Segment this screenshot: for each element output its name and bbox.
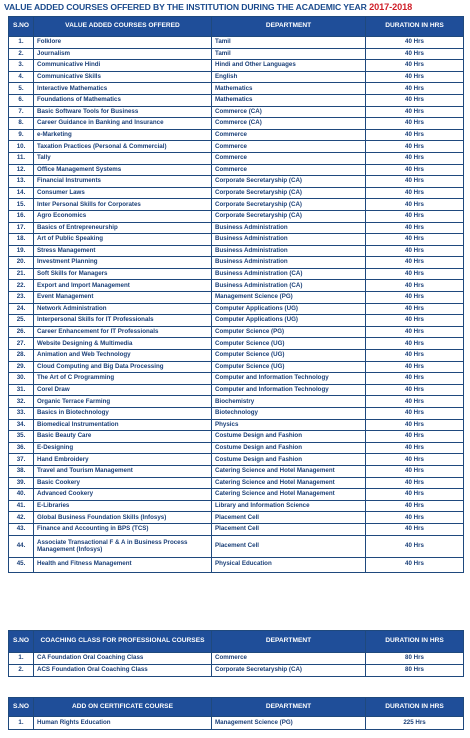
cell-course: Financial Instruments <box>34 176 212 188</box>
cell-sno: 26. <box>9 326 34 338</box>
cell-course: e-Marketing <box>34 129 212 141</box>
cell-department: Library and Information Science <box>212 500 366 512</box>
cell-department: Corporate Secretaryship (CA) <box>212 187 366 199</box>
cell-course: Career Guidance in Banking and Insurance <box>34 118 212 130</box>
cell-department: Placement Cell <box>212 523 366 535</box>
cell-department: Corporate Secretaryship (CA) <box>212 210 366 222</box>
cell-course: Basic Software Tools for Business <box>34 106 212 118</box>
cell-duration: 40 Hrs <box>366 152 464 164</box>
cell-sno: 24. <box>9 303 34 315</box>
cell-course: The Art of C Programming <box>34 373 212 385</box>
table-row <box>9 280 464 292</box>
cell-duration: 40 Hrs <box>366 338 464 350</box>
cell-department: Tamil <box>212 48 366 60</box>
table-row <box>9 292 464 304</box>
table-row <box>9 512 464 524</box>
table-row <box>9 489 464 501</box>
cell-sno: 29. <box>9 361 34 373</box>
header-department: DEPARTMENT <box>212 17 366 37</box>
cell-sno: 12. <box>9 164 34 176</box>
cell-sno: 43. <box>9 523 34 535</box>
cell-course: Advanced Cookery <box>34 489 212 501</box>
cell-sno: 2. <box>9 665 34 677</box>
cell-department: Hindi and Other Languages <box>212 60 366 72</box>
cell-department: Commerce <box>212 653 366 665</box>
cell-department: Commerce (CA) <box>212 118 366 130</box>
cell-department: Placement Cell <box>212 512 366 524</box>
cell-course: Office Management Systems <box>34 164 212 176</box>
header-course: VALUE ADDED COURSES OFFERED <box>34 17 212 37</box>
cell-duration: 40 Hrs <box>366 83 464 95</box>
cell-department: Commerce <box>212 164 366 176</box>
cell-department: Computer and Information Technology <box>212 384 366 396</box>
cell-course: Corel Draw <box>34 384 212 396</box>
cell-sno: 7. <box>9 106 34 118</box>
cell-sno: 9. <box>9 129 34 141</box>
cell-sno: 4. <box>9 71 34 83</box>
table-row <box>9 454 464 466</box>
cell-department: Business Administration (CA) <box>212 268 366 280</box>
cell-duration: 40 Hrs <box>366 350 464 362</box>
page-title-text: VALUE ADDED COURSES OFFERED BY THE INSTITUTION DURING THE ACADEMIC YEAR <box>4 2 367 12</box>
cell-course: CA Foundation Oral Coaching Class <box>34 653 212 665</box>
cell-department: Mathematics <box>212 83 366 95</box>
cell-sno: 41. <box>9 500 34 512</box>
table-row <box>9 71 464 83</box>
cell-duration: 40 Hrs <box>366 326 464 338</box>
cell-duration: 40 Hrs <box>366 512 464 524</box>
cell-sno: 34. <box>9 419 34 431</box>
certificate-course-table <box>8 697 464 730</box>
cell-duration: 40 Hrs <box>366 60 464 72</box>
cell-department: Commerce <box>212 129 366 141</box>
cell-course: Event Management <box>34 292 212 304</box>
cell-duration: 40 Hrs <box>366 187 464 199</box>
cell-course: Communicative Hindi <box>34 60 212 72</box>
cell-department: Business Administration <box>212 257 366 269</box>
cell-sno: 17. <box>9 222 34 234</box>
cell-sno: 30. <box>9 373 34 385</box>
cell-duration: 40 Hrs <box>366 465 464 477</box>
coaching-class-table <box>8 630 464 677</box>
cell-department: Corporate Secretaryship (CA) <box>212 665 366 677</box>
header-duration: DURATION IN HRS <box>366 698 464 717</box>
cell-course: ACS Foundation Oral Coaching Class <box>34 665 212 677</box>
table-row <box>9 717 464 730</box>
cell-course: Interpersonal Skills for IT Professionals <box>34 315 212 327</box>
cell-duration: 40 Hrs <box>366 48 464 60</box>
cell-duration: 40 Hrs <box>366 384 464 396</box>
cell-department: Computer Applications (UG) <box>212 303 366 315</box>
cell-sno: 20. <box>9 257 34 269</box>
cell-course: Career Enhancement for IT Professionals <box>34 326 212 338</box>
cell-duration: 40 Hrs <box>366 489 464 501</box>
cell-course: Health and Fitness Management <box>34 557 212 572</box>
cell-duration: 80 Hrs <box>366 653 464 665</box>
cell-sno: 6. <box>9 94 34 106</box>
cell-duration: 40 Hrs <box>366 94 464 106</box>
cell-sno: 3. <box>9 60 34 72</box>
table-row <box>9 396 464 408</box>
cell-department: Biotechnology <box>212 408 366 420</box>
cell-duration: 40 Hrs <box>366 234 464 246</box>
cell-duration: 40 Hrs <box>366 442 464 454</box>
table-row <box>9 234 464 246</box>
cell-duration: 40 Hrs <box>366 118 464 130</box>
cell-course: Biomedical Instrumentation <box>34 419 212 431</box>
cell-course: E-Libraries <box>34 500 212 512</box>
cell-course: Export and Import Management <box>34 280 212 292</box>
table-row <box>9 245 464 257</box>
cell-sno: 19. <box>9 245 34 257</box>
table-row <box>9 37 464 49</box>
cell-duration: 40 Hrs <box>366 373 464 385</box>
header-duration: DURATION IN HRS <box>366 631 464 653</box>
table-row <box>9 523 464 535</box>
cell-course: Associate Transactional F & A in Business Process Management (Infosys) <box>34 535 212 557</box>
cell-duration: 40 Hrs <box>366 557 464 572</box>
table-row <box>9 187 464 199</box>
table-row <box>9 477 464 489</box>
cell-duration: 40 Hrs <box>366 315 464 327</box>
cell-course: Basic Beauty Care <box>34 431 212 443</box>
table-row <box>9 315 464 327</box>
table-row <box>9 60 464 72</box>
cell-department: Costume Design and Fashion <box>212 442 366 454</box>
cell-duration: 40 Hrs <box>366 396 464 408</box>
cell-course: Interactive Mathematics <box>34 83 212 95</box>
cell-duration: 40 Hrs <box>366 419 464 431</box>
cell-duration: 40 Hrs <box>366 292 464 304</box>
cell-department: Business Administration <box>212 234 366 246</box>
cell-duration: 40 Hrs <box>366 431 464 443</box>
cell-course: Tally <box>34 152 212 164</box>
cell-sno: 42. <box>9 512 34 524</box>
cell-duration: 40 Hrs <box>366 141 464 153</box>
cell-duration: 40 Hrs <box>366 535 464 557</box>
cell-course: Foundations of Mathematics <box>34 94 212 106</box>
cell-course: Global Business Foundation Skills (Infosys) <box>34 512 212 524</box>
table-row <box>9 419 464 431</box>
cell-course: Basic Cookery <box>34 477 212 489</box>
cell-duration: 40 Hrs <box>366 164 464 176</box>
cell-department: Costume Design and Fashion <box>212 431 366 443</box>
cell-department: Commerce (CA) <box>212 106 366 118</box>
table-row <box>9 48 464 60</box>
cell-department: Computer Applications (UG) <box>212 315 366 327</box>
cell-course: Folklore <box>34 37 212 49</box>
cell-duration: 40 Hrs <box>366 477 464 489</box>
table-row <box>9 222 464 234</box>
cell-sno: 37. <box>9 454 34 466</box>
cell-course: Basics in Biotechnology <box>34 408 212 420</box>
cell-department: Management Science (PG) <box>212 292 366 304</box>
table-row <box>9 152 464 164</box>
cell-department: Computer Science (UG) <box>212 338 366 350</box>
cell-department: Management Science (PG) <box>212 717 366 730</box>
table-row <box>9 653 464 665</box>
header-sno: S.NO <box>9 698 34 717</box>
cell-sno: 1. <box>9 717 34 730</box>
table-row <box>9 199 464 211</box>
cell-sno: 31. <box>9 384 34 396</box>
cell-department: Computer Science (PG) <box>212 326 366 338</box>
cell-sno: 35. <box>9 431 34 443</box>
cell-course: Travel and Tourism Management <box>34 465 212 477</box>
table-row <box>9 442 464 454</box>
cell-sno: 10. <box>9 141 34 153</box>
page-title <box>4 2 466 14</box>
cell-course: Website Designing & Multimedia <box>34 338 212 350</box>
cell-duration: 40 Hrs <box>366 280 464 292</box>
table-row <box>9 303 464 315</box>
header-sno: S.NO <box>9 17 34 37</box>
cell-department: Computer Science (UG) <box>212 350 366 362</box>
table-row <box>9 106 464 118</box>
cell-department: Business Administration <box>212 245 366 257</box>
table-row <box>9 83 464 95</box>
cell-department: Catering Science and Hotel Management <box>212 477 366 489</box>
cell-course: Agro Economics <box>34 210 212 222</box>
header-course: ADD ON CERTIFICATE COURSE <box>34 698 212 717</box>
cell-sno: 36. <box>9 442 34 454</box>
cell-course: Finance and Accounting in BPS (TCS) <box>34 523 212 535</box>
cell-sno: 1. <box>9 37 34 49</box>
cell-sno: 22. <box>9 280 34 292</box>
cell-sno: 21. <box>9 268 34 280</box>
cell-sno: 13. <box>9 176 34 188</box>
header-duration: DURATION IN HRS <box>366 17 464 37</box>
cell-duration: 40 Hrs <box>366 257 464 269</box>
cell-course: E-Designing <box>34 442 212 454</box>
cell-department: Physical Education <box>212 557 366 572</box>
cell-sno: 8. <box>9 118 34 130</box>
table-row <box>9 118 464 130</box>
cell-sno: 15. <box>9 199 34 211</box>
cell-sno: 27. <box>9 338 34 350</box>
cell-department: Corporate Secretaryship (CA) <box>212 199 366 211</box>
header-sno: S.NO <box>9 631 34 653</box>
cell-duration: 225 Hrs <box>366 717 464 730</box>
cell-course: Investment Planning <box>34 257 212 269</box>
header-department: DEPARTMENT <box>212 698 366 717</box>
cell-sno: 16. <box>9 210 34 222</box>
table-row <box>9 326 464 338</box>
cell-duration: 40 Hrs <box>366 245 464 257</box>
cell-duration: 40 Hrs <box>366 222 464 234</box>
cell-department: Physics <box>212 419 366 431</box>
table-row <box>9 257 464 269</box>
cell-course: Organic Terrace Farming <box>34 396 212 408</box>
cell-course: Network Administration <box>34 303 212 315</box>
table-row <box>9 465 464 477</box>
table-row <box>9 384 464 396</box>
table-row <box>9 176 464 188</box>
table-row <box>9 500 464 512</box>
cell-course: Art of Public Speaking <box>34 234 212 246</box>
cell-course: Taxation Practices (Personal & Commercial) <box>34 141 212 153</box>
cell-course: Animation and Web Technology <box>34 350 212 362</box>
cell-course: Basics of Entrepreneurship <box>34 222 212 234</box>
cell-department: Catering Science and Hotel Management <box>212 489 366 501</box>
cell-sno: 1. <box>9 653 34 665</box>
cell-duration: 40 Hrs <box>366 199 464 211</box>
cell-duration: 40 Hrs <box>366 303 464 315</box>
cell-department: Placement Cell <box>212 535 366 557</box>
cell-duration: 40 Hrs <box>366 268 464 280</box>
cell-course: Stress Management <box>34 245 212 257</box>
cell-duration: 40 Hrs <box>366 129 464 141</box>
cell-sno: 18. <box>9 234 34 246</box>
cell-sno: 39. <box>9 477 34 489</box>
table-row <box>9 535 464 557</box>
table-row <box>9 408 464 420</box>
cell-course: Hand Embroidery <box>34 454 212 466</box>
cell-department: Business Administration (CA) <box>212 280 366 292</box>
table-header-row <box>9 17 464 37</box>
cell-sno: 28. <box>9 350 34 362</box>
cell-duration: 40 Hrs <box>366 106 464 118</box>
table-row <box>9 94 464 106</box>
table-row <box>9 141 464 153</box>
table-row <box>9 338 464 350</box>
cell-department: Commerce <box>212 141 366 153</box>
cell-sno: 32. <box>9 396 34 408</box>
cell-department: Biochemistry <box>212 396 366 408</box>
cell-course: Communicative Skills <box>34 71 212 83</box>
table-row <box>9 164 464 176</box>
cell-department: Mathematics <box>212 94 366 106</box>
header-department: DEPARTMENT <box>212 631 366 653</box>
cell-sno: 45. <box>9 557 34 572</box>
cell-duration: 80 Hrs <box>366 665 464 677</box>
table-row <box>9 665 464 677</box>
cell-course: Human Rights Education <box>34 717 212 730</box>
cell-department: Commerce <box>212 152 366 164</box>
value-added-courses-table <box>8 16 464 573</box>
cell-sno: 33. <box>9 408 34 420</box>
cell-sno: 38. <box>9 465 34 477</box>
cell-department: Computer and Information Technology <box>212 373 366 385</box>
cell-course: Cloud Computing and Big Data Processing <box>34 361 212 373</box>
header-course: COACHING CLASS FOR PROFESSIONAL COURSES <box>34 631 212 653</box>
cell-course: Inter Personal Skills for Corporates <box>34 199 212 211</box>
cell-department: Business Administration <box>212 222 366 234</box>
cell-department: Tamil <box>212 37 366 49</box>
cell-course: Consumer Laws <box>34 187 212 199</box>
table-row <box>9 350 464 362</box>
cell-department: English <box>212 71 366 83</box>
page-title-year: 2017-2018 <box>369 2 413 12</box>
table-row <box>9 210 464 222</box>
cell-department: Costume Design and Fashion <box>212 454 366 466</box>
table-row <box>9 557 464 572</box>
cell-department: Corporate Secretaryship (CA) <box>212 176 366 188</box>
table-row <box>9 431 464 443</box>
cell-sno: 2. <box>9 48 34 60</box>
cell-department: Computer Science (UG) <box>212 361 366 373</box>
table-row <box>9 373 464 385</box>
cell-sno: 23. <box>9 292 34 304</box>
cell-sno: 25. <box>9 315 34 327</box>
table-header-row <box>9 631 464 653</box>
cell-sno: 11. <box>9 152 34 164</box>
cell-course: Soft Skills for Managers <box>34 268 212 280</box>
cell-duration: 40 Hrs <box>366 37 464 49</box>
cell-course: Journalism <box>34 48 212 60</box>
cell-sno: 5. <box>9 83 34 95</box>
cell-sno: 44. <box>9 535 34 557</box>
table-row <box>9 361 464 373</box>
table-header-row <box>9 698 464 717</box>
cell-duration: 40 Hrs <box>366 523 464 535</box>
cell-department: Catering Science and Hotel Management <box>212 465 366 477</box>
table-row <box>9 129 464 141</box>
cell-sno: 40. <box>9 489 34 501</box>
cell-duration: 40 Hrs <box>366 210 464 222</box>
cell-duration: 40 Hrs <box>366 500 464 512</box>
cell-duration: 40 Hrs <box>366 361 464 373</box>
cell-duration: 40 Hrs <box>366 408 464 420</box>
cell-duration: 40 Hrs <box>366 71 464 83</box>
cell-sno: 14. <box>9 187 34 199</box>
cell-duration: 40 Hrs <box>366 176 464 188</box>
cell-duration: 40 Hrs <box>366 454 464 466</box>
table-row <box>9 268 464 280</box>
